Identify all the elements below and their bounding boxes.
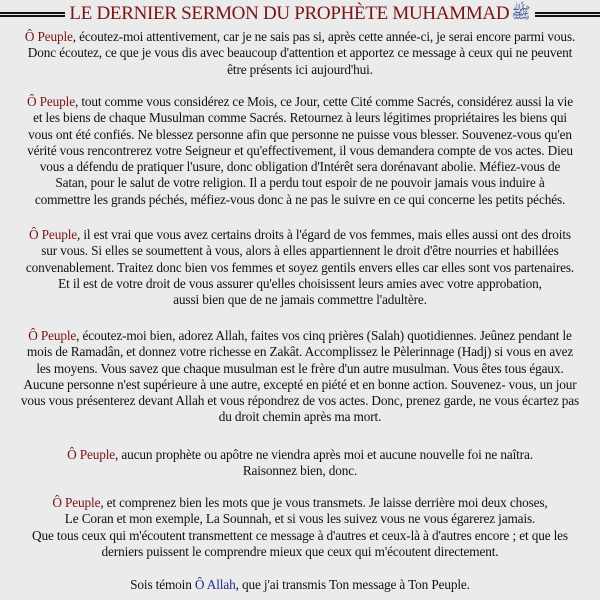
paragraph-line: , il est vrai que vous avez certains droits à l'égard de vos femmes, mais elles aussi ont des droits (76, 227, 571, 242)
paragraph-line: et les biens de chaque Musulman comme Sacrés. Retournez à leurs légitimes propriétaires les biens qui (33, 110, 567, 126)
page-title: LE DERNIER SERMON DU PROPHÈTE MUHAMMAD (69, 3, 510, 24)
title-rule-right (535, 12, 600, 17)
paragraph-2 (0, 94, 600, 208)
paragraph-line: Que tous ceux qui m'écoutent transmettent ce message à d'autres et ceux-là à d'autres encore ; et que les (32, 527, 568, 543)
paragraph-6 (0, 495, 600, 560)
paragraph-line: , aucun prophète ou apôtre ne viendra après moi et aucune nouvelle foi ne naîtra. (115, 447, 533, 462)
paragraph-line: , écoutez-moi bien, adorez Allah, faites vos cinq prières (Salah) quotidiennes. Jeûnez pendant le (76, 328, 572, 343)
paragraph-line: commettre les grands péchés, méfiez-vous donc à ne pas le suivre en ce qui concerne les petits péchés. (34, 191, 566, 207)
paragraph-line: les moyens. Vous savez que chaque musulman est le frère d'un autre musulman. Vous êtes tous égaux. (36, 360, 564, 376)
closing-after: , que j'ai transmis Ton message à Ton Peuple. (235, 577, 470, 592)
paragraph-line: mois de Ramadân, et donnez votre richesse en Zakât. Accomplissez le Pèlerinnage (Hadj) si vous en avez (26, 344, 574, 360)
peuple-lead: Ô Peuple (27, 94, 75, 109)
paragraph-1 (0, 29, 600, 78)
paragraph-3 (0, 227, 600, 308)
paragraph-line: vous vous présenterez devant Allah et vous répondrez de vos actes. Donc, prenez garde, ne vous écartez pas (20, 393, 580, 409)
pbuh-calligraphy-icon: ﷺ (511, 5, 531, 22)
paragraph-line: être présents ici aujourd'hui. (227, 61, 373, 77)
paragraph-line: , tout comme vous considérez ce Mois, ce Jour, cette Cité comme Sacrés, considérez aussi la vie (74, 94, 573, 109)
peuple-lead: Ô Peuple (67, 447, 116, 462)
paragraph-line: Satan, pour le salut de votre religion. Il a perdu tout espoir de ne pouvoir jamais vous induire à (55, 175, 545, 191)
paragraph-line: convenablement. Traitez donc bien vos femmes et soyez gentils envers elles car elles sont vos partenaires. (25, 259, 575, 275)
allah-invocation: Ô Allah (194, 577, 236, 592)
paragraph-line: sur vous. Si elles se soumettent à vous, alors à elles appartiennent le droit d'être nourries et habillées (41, 243, 559, 259)
paragraph-line: Raisonnez bien, donc. (242, 463, 358, 479)
paragraph-line: du droit chemin après ma mort. (218, 409, 382, 425)
paragraph-line: Aucune personne n'est supérieure à une autre, excepté en piété et en bonne action. Souvenez- vous, un jour (23, 376, 577, 392)
peuple-lead: Ô Peuple (28, 328, 77, 343)
paragraph-5 (0, 447, 600, 480)
paragraph-4 (0, 328, 600, 426)
paragraph-line: , et comprenez bien les mots que je vous transmets. Je laisse derrière moi deux choses, (100, 495, 548, 510)
paragraph-line: derniers puissent le comprendre mieux que ceux qui m'écoutent directement. (101, 543, 499, 559)
peuple-lead: Ô Peuple (29, 227, 77, 242)
paragraph-line: aussi bien que de ne jamais commettre l'adultère. (173, 292, 427, 308)
paragraph-line: vous a défendu de pratiquer l'usure, donc obligation d'Intérêt sera dorénavant abolie. Méfiez-vous de (39, 159, 561, 175)
title-rule-left (0, 12, 65, 17)
paragraph-line: Le Coran et mon exemple, La Sounnah, et si vous les suivez vous ne vous égarerez jamais. (64, 511, 536, 527)
paragraph-line: Donc écoutez, ce que je vous dis avec beaucoup d'attention et apportez ce message à ceux qui ne peuvent (27, 45, 573, 61)
paragraph-line: Et il est de votre droit de vous assurer qu'elles choisissent leurs amies avec votre approbation, (58, 275, 542, 291)
paragraph-line: vous ont été confiés. Ne blessez personne afin que personne ne puisse vous blesser. Souvenez-vous qu'en (28, 126, 572, 142)
paragraph-line: vérité vous rencontrerez votre Seigneur et qu'effectivement, il vous demandera compte de vos actes. Dieu (27, 142, 573, 158)
closing-line (0, 577, 600, 593)
paragraph-line: , écoutez-moi attentivement, car je ne sais pas si, après cette année-ci, je serai encore parmi vous. (72, 29, 576, 44)
peuple-lead: Ô Peuple (24, 29, 73, 44)
peuple-lead: Ô Peuple (52, 495, 101, 510)
closing-before: Sois témoin (130, 577, 195, 592)
title-bar (0, 3, 600, 25)
